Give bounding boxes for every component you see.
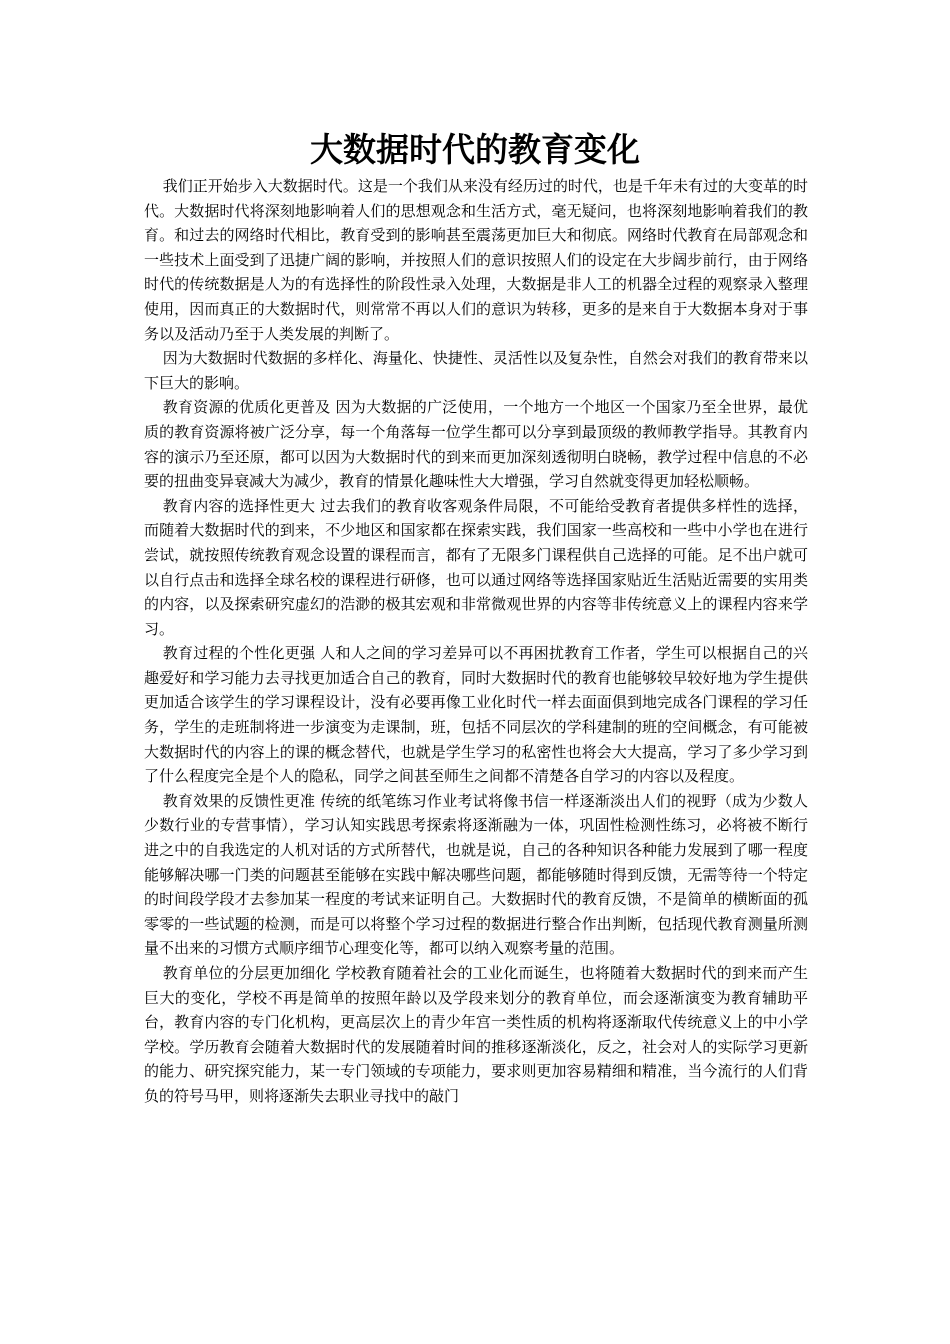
document-title: 大数据时代的教育变化 (310, 130, 640, 169)
paragraph-institution-layering: 教育单位的分层更加细化 学校教育随着社会的工业化而诞生，也将随着大数据时代的到来而产生巨大的变化，学校不再是简单的按照年龄以及学段来划分的教育单位，而会逐渐演变为教育辅助平台，教育内容的专门化机构，更高层次上的青少年宫一类性质的机构将逐渐取代传统意义上的中小学学校。学历教育会随着大数据时代的发展随着时间的推移逐渐淡化，反之，社会对人的实际学习更新的能力、研究探究能力，某一专门领域的专项能力，要求则更加容易精细和精准，当今流行的人们背负的符号马甲，则将逐渐失去职业寻找中的敲门 (144, 964, 808, 1105)
paragraph-resource-quality: 教育资源的优质化更普及 因为大数据的广泛使用，一个地方一个地区一个国家乃至全世界，最优质的教育资源将被广泛分享，每一个角落每一位学生都可以分享到最顶级的教师教学指导。其教育内容的演示乃至还原，都可以因为大数据时代的到来而更加深刻透彻明白晓畅，教学过程中信息的不必要的扭曲变异衰减大为减少，教育的情景化趣味性大大增强，学习自然就变得更加轻松顺畅。 (144, 398, 808, 491)
paragraph-feedback: 教育效果的反馈性更准 传统的纸笔练习作业考试将像书信一样逐渐淡出人们的视野（成为少数人少数行业的专营事情），学习认知实践思考探索将逐渐融为一体，巩固性检测性练习，必将被不断行进之中的自我选定的人机对话的方式所替代，也就是说，自己的各种知识各种能力发展到了哪一程度能够解决哪一门类的问题甚至能够在实践中解决哪些问题，都能够随时得到反馈，无需等待一个特定的时间段学段才去参加某一程度的考试来证明自己。大数据时代的教育反馈，不是简单的横断面的孤零零的一些试题的检测，而是可以将整个学习过程的数据进行整合作出判断，包括现代教育测量所测量不出来的习惯方式顺序细节心理变化等，都可以纳入观察考量的范围。 (144, 791, 808, 958)
paragraph-impact-summary: 因为大数据时代数据的多样化、海量化、快捷性、灵活性以及复杂性，自然会对我们的教育带来以下巨大的影响。 (144, 349, 808, 392)
paragraph-content-choice: 教育内容的选择性更大 过去我们的教育收客观条件局限，不可能给受教育者提供多样性的选择，而随着大数据时代的到来，不少地区和国家都在探索实践，我们国家一些高校和一些中小学也在进行尝试，就按照传统教育观念设置的课程而言，都有了无限多门课程供自己选择的可能。足不出户就可以自行点击和选择全球名校的课程进行研修，也可以通过网络等选择国家贴近生活贴近需要的实用类的内容，以及探索研究虚幻的浩渺的极其宏观和非常微观世界的内容等非传统意义上的课程内容来学习。 (144, 496, 808, 638)
paragraph-personalization: 教育过程的个性化更强 人和人之间的学习差异可以不再困扰教育工作者，学生可以根据自己的兴趣爱好和学习能力去寻找更加适合自己的教育，同时大数据时代的教育也能够较早较好地为学生提供更加适合该学生的学习课程设计，没有必要再像工业化时代一样去面面俱到地完成各门课程的学习任务，学生的走班制将进一步演变为走课制，班，包括不同层次的学科建制的班的空间概念，有可能被大数据时代的内容上的课的概念替代，也就是学生学习的私密性也将会大大提高，学习了多少学习到了什么程度完全是个人的隐私，同学之间甚至师生之间都不清楚各自学习的内容以及程度。 (144, 644, 808, 786)
document-body (144, 174, 808, 1109)
paragraph-intro: 我们正开始步入大数据时代。这是一个我们从来没有经历过的时代，也是千年未有过的大变革的时代。大数据时代将深刻地影响着人们的思想观念和生活方式，毫无疑问，也将深刻地影响着我们的教育。和过去的网络时代相比，教育受到的影响甚至震荡更加巨大和彻底。网络时代教育在局部观念和一些技术上面受到了迅捷广阔的影响，并按照人们的意识按照人们的设定在大步阔步前行，由于网络时代的传统数据是人为的有选择性的阶段性录入处理，大数据是非人工的机器全过程的观察录入整理使用，因而真正的大数据时代，则常常不再以人们的意识为转移，更多的是来自于大数据本身对于事务以及活动乃至于人类发展的判断了。 (144, 177, 808, 343)
